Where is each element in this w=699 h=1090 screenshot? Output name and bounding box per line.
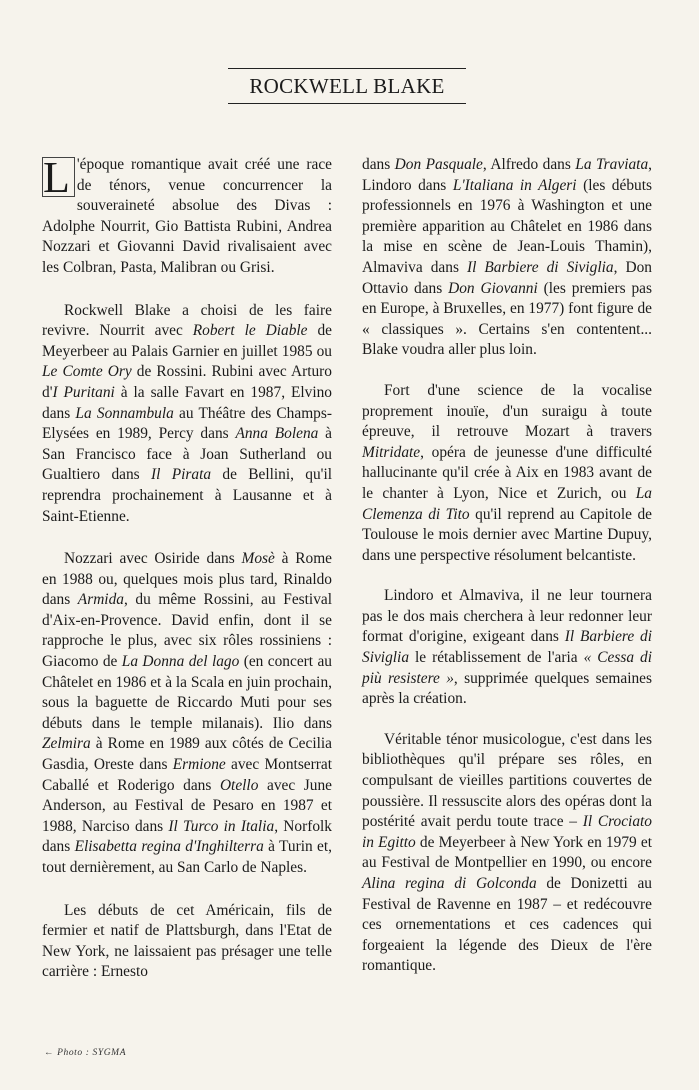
page-title: ROCKWELL BLAKE: [249, 74, 445, 98]
title-rule-bottom: [228, 103, 466, 104]
paragraph-lindoro-almaviva: Lindoro et Almaviva, il ne leur tournera pas le dos mais cherchera à leur redonner leur format d'origine, exigeant dans Il Barbiere di Siviglia le rétablissement de l'aria « Cessa di più resistere », supprimée quelques semaines après la création.: [362, 587, 653, 708]
photo-credit: ← Photo : SYGMA: [44, 1048, 127, 1058]
paragraph-classiques: dans Don Pasquale, Alfredo dans La Traviata, Lindoro dans L'Italiana in Algeri (les débuts professionnels en 1976 à Washington et une première apparition au Châtelet en 1986 dans la mise en scène de Jean-Louis Thamin), Almaviva dans Il Barbiere di Siviglia, Don Ottavio dans Don Giovanni (les premiers pas en Europe, à Bruxelles, en 1977) font figure de « classiques ». Certains s'en contentent... Blake voudra aller plus loin.: [362, 156, 653, 359]
paragraph-nozzari-david: Nozzari avec Osiride dans Mosè à Rome en 1988 ou, quelques mois plus tard, Rinaldo dans Armida, du même Rossini, au Festival d'Aix-en-Provence. David enfin, dont il se rapproche le plus, avec six rôles rossiniens : Giacomo de La Donna del lago (en concert au Châtelet en 1986 et à la Scala en juin prochain, sous la baguette de Riccardo Muti pour ses débuts dans le temple milanais). Ilio dans Zelmira à Rome en 1989 aux côtés de Cecilia Gasdia, Oreste dans Ermione avec Montserrat Caballé et Roderigo dans Otello avec June Anderson, au Festival de Pesaro en 1987 et 1988, Narciso dans Il Turco in Italia, Norfolk dans Elisabetta regina d'Inghilterra à Turin et, tout dernièrement, au San Carlo de Naples.: [42, 550, 333, 876]
paragraph-nourrit-rubini: Rockwell Blake a choisi de les faire revivre. Nourrit avec Robert le Diable de Meyerbeer au Palais Garnier en juillet 1985 ou Le Comte Ory de Rossini. Rubini avec Arturo d'I Puritani à la salle Favart en 1987, Elvino dans La Sonnambula au Théâtre des Champs-Elysées en 1989, Percy dans Anna Bolena à San Francisco face à Joan Sutherland ou Gualtiero dans Il Pirata de Bellini, qu'il reprendra prochainement à Lausanne et à Saint-Etienne.: [42, 301, 333, 525]
paragraph-intro: L 'époque romantique avait créé une race de ténors, venue concurrencer la souveraineté absolue des Divas : Adolphe Nourrit, Gio Battista Rubini, Andrea Nozzari et Giovanni David rivalisaient avec les Colbran, Pasta, Malibran ou Grisi.: [42, 153, 332, 276]
paragraph-debuts: Les débuts de cet Américain, fils de fermier et natif de Plattsburgh, dans l'Etat de New York, ne laissaient pas présager une telle carrière : Ernesto: [42, 901, 332, 981]
drop-cap: L: [42, 157, 75, 197]
left-column: [42, 155, 332, 983]
paragraph-musicologue: Véritable ténor musicologue, c'est dans les bibliothèques qu'il prépare ses rôles, en compulsant de vieilles partitions couvertes de poussière. Il ressuscite alors des opéras dont la postérité avait perdu toute trace – Il Crociato in Egitto de Meyerbeer à New York en 1979 et au Festival de Montpellier en 1990, ou encore Alina regina di Golconda de Donizetti au Festival de Ravenne en 1987 – et redécouvre ces ornementations et ces cadences qui forgeaient la légende des Dieux de l'ère romantique.: [362, 730, 653, 975]
right-column: [362, 155, 652, 977]
paragraph-mozart: Fort d'une science de la vocalise proprement inouïe, d'un suraigu à toute épreuve, il retrouve Mozart à travers Mitridate, opéra de jeunesse d'une difficulté hallucinante qu'il crée à Aix en 1983 avant de le chanter à Lyon, Nice et Zurich, ou La Clemenza di Tito qu'il reprend au Capitole de Toulouse le mois dernier avec Martine Dupuy, dans une perspective résolument belcantiste.: [362, 381, 653, 564]
title-rule-top: [228, 68, 466, 69]
